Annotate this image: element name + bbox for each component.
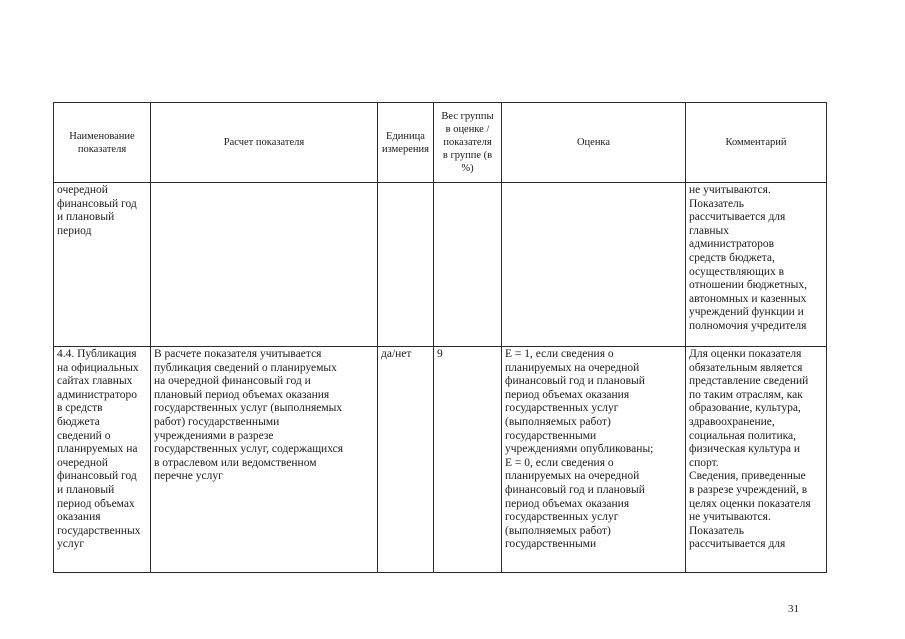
cell-assessment: E = 1, если сведения о планируемых на очередной финансовый год и плановый период объемах оказания государственных услуг (выполняемых работ) государственными учреждениями опубликованы; E = 0, если сведения о планируемых на очередной финансовый год и плановый период объемах оказания государственных услуг (выполняемых работ) государственными: [502, 347, 686, 573]
indicator-table: [53, 102, 827, 573]
page-number: 31: [788, 603, 799, 615]
cell-weight: [434, 183, 502, 347]
header-assessment: Оценка: [502, 103, 686, 183]
cell-unit: да/нет: [378, 347, 434, 573]
cell-weight: 9: [434, 347, 502, 573]
cell-assessment: [502, 183, 686, 347]
cell-unit: [378, 183, 434, 347]
header-unit: Единица измерения: [378, 103, 434, 183]
cell-indicator-name: 4.4. Публикация на официальных сайтах главных администрaторо в средств бюджета сведений о планируемых на очередной финансовый год и плановый период объемах оказания государственных услуг: [54, 347, 151, 573]
header-comment: Комментарий: [686, 103, 827, 183]
header-weight: Вес группы в оценке / показателя в группе (в %): [434, 103, 502, 183]
cell-calculation: В расчете показателя учитывается публикация сведений о планируемых на очередной финансовый год и плановый период объемах оказания государственных услуг (выполняемых работ) государственными учреждениями в разрезе государственных услуг, содержащихся в отраслевом или ведомственном перечне услуг: [151, 347, 378, 573]
cell-indicator-name: очередной финансовый год и плановый период: [54, 183, 151, 347]
cell-comment: не учитываются. Показатель рассчитывается для главных администраторов средств бюджета, осуществляющих в отношении бюджетных, автономных и казенных учреждений функции и полномочия учредителя: [686, 183, 827, 347]
cell-comment: Для оценки показателя обязательным является представление сведений по таким отраслям, как образование, культура, здравоохранение, социальная политика, физическая культура и спорт. Сведения, приведенные в разрезе учреждений, в целях оценки показателя не учитываются. Показатель рассчитывается для: [686, 347, 827, 573]
header-indicator-name: Наименование показателя: [54, 103, 151, 183]
table-row: [54, 183, 827, 347]
header-calculation: Расчет показателя: [151, 103, 378, 183]
cell-calculation: [151, 183, 378, 347]
table-row: [54, 347, 827, 573]
table-header-row: [54, 103, 827, 183]
